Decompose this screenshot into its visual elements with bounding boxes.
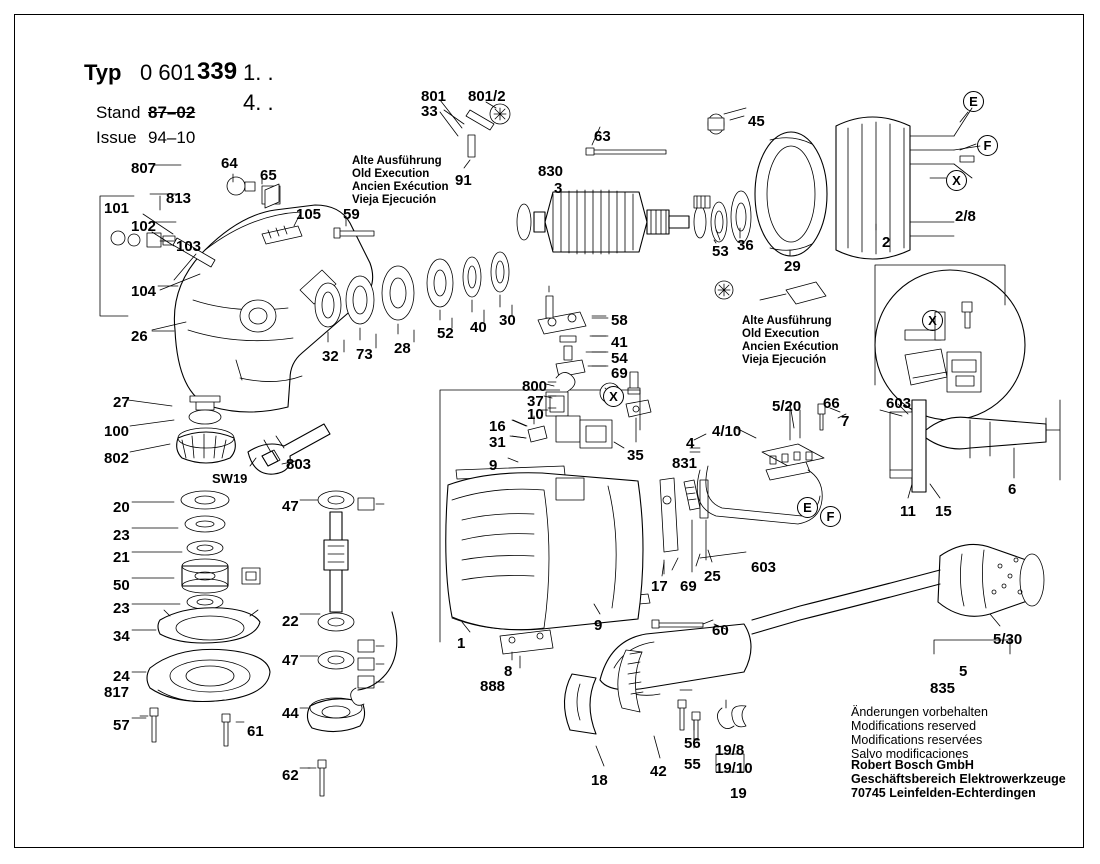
callout-807: 807 bbox=[131, 160, 157, 177]
alt-exec-line-es: Vieja Ejecución bbox=[352, 194, 437, 206]
callout-58: 58 bbox=[611, 312, 628, 329]
callout-37: 37 bbox=[527, 393, 544, 410]
stand-value: 87–02 bbox=[148, 103, 196, 122]
disclaimer-fr: Modifications reservées bbox=[851, 733, 983, 747]
callout-831: 831 bbox=[672, 455, 698, 472]
callout-31: 31 bbox=[489, 434, 506, 451]
callout-8: 8 bbox=[504, 663, 513, 680]
callout-2: 2 bbox=[882, 234, 891, 251]
callout-22: 22 bbox=[282, 613, 299, 630]
alt-exec2-line-fr: Ancien Exécution bbox=[742, 341, 839, 353]
callout-52: 52 bbox=[437, 325, 454, 342]
callout-69-upper: 69 bbox=[611, 365, 628, 382]
callout-32: 32 bbox=[322, 348, 339, 365]
callout-54: 54 bbox=[611, 350, 628, 367]
callout-sw19: SW19 bbox=[212, 471, 248, 486]
callout-42: 42 bbox=[650, 763, 667, 780]
callout-40: 40 bbox=[470, 319, 487, 336]
callout-47-lower: 47 bbox=[282, 652, 299, 669]
typ-number-light: 0 601 bbox=[140, 60, 196, 85]
alt-exec2-line-de: Alte Ausführung bbox=[742, 315, 832, 327]
callout-802: 802 bbox=[104, 450, 130, 467]
callout-4: 4 bbox=[686, 435, 695, 452]
issue-label: Issue bbox=[96, 128, 137, 147]
callout-102: 102 bbox=[131, 218, 157, 235]
marker-x-1: X bbox=[946, 170, 967, 191]
company-address: 70745 Leinfelden-Echterdingen bbox=[851, 786, 1036, 800]
callout-91: 91 bbox=[455, 172, 472, 189]
callout-69-lower: 69 bbox=[680, 578, 697, 595]
callout-27: 27 bbox=[113, 394, 130, 411]
callout-888: 888 bbox=[480, 678, 506, 695]
callout-5: 5 bbox=[959, 663, 968, 680]
callout-23-lower: 23 bbox=[113, 600, 130, 617]
callout-44: 44 bbox=[282, 705, 299, 722]
callout-813: 813 bbox=[166, 190, 192, 207]
callout-45: 45 bbox=[748, 113, 765, 130]
callout-47-upper: 47 bbox=[282, 498, 299, 515]
callout-105: 105 bbox=[296, 206, 322, 223]
callout-817: 817 bbox=[104, 684, 130, 701]
disclaimer-de: Änderungen vorbehalten bbox=[851, 705, 988, 719]
callout-100: 100 bbox=[104, 423, 130, 440]
callout-6: 6 bbox=[1008, 481, 1017, 498]
marker-x-2: X bbox=[922, 310, 943, 331]
callout-29: 29 bbox=[784, 258, 801, 275]
marker-e-2: E bbox=[797, 497, 818, 518]
callout-15: 15 bbox=[935, 503, 952, 520]
typ-suffix-1: 1. . bbox=[243, 60, 274, 85]
callout-1: 1 bbox=[457, 635, 466, 652]
marker-x-3: X bbox=[603, 386, 624, 407]
typ-label: Typ bbox=[84, 60, 122, 85]
callout-603-upper: 603 bbox=[886, 395, 912, 412]
callout-20: 20 bbox=[113, 499, 130, 516]
callout-19-10: 19/10 bbox=[715, 760, 753, 777]
callout-5-20: 5/20 bbox=[772, 398, 802, 415]
callout-41: 41 bbox=[611, 334, 628, 351]
marker-f-1: F bbox=[977, 135, 998, 156]
callout-66: 66 bbox=[823, 395, 840, 412]
callout-55: 55 bbox=[684, 756, 701, 773]
callout-4-10: 4/10 bbox=[712, 423, 742, 440]
callout-803: 803 bbox=[286, 456, 312, 473]
alt-exec-line-fr: Ancien Exécution bbox=[352, 181, 449, 193]
typ-number-bold: 339 bbox=[197, 58, 238, 85]
callout-7: 7 bbox=[841, 413, 850, 430]
callout-21: 21 bbox=[113, 549, 130, 566]
callout-23-upper: 23 bbox=[113, 527, 130, 544]
callout-10: 10 bbox=[527, 406, 544, 423]
callout-64: 64 bbox=[221, 155, 238, 172]
callout-33: 33 bbox=[421, 103, 438, 120]
callout-17: 17 bbox=[651, 578, 668, 595]
callout-34: 34 bbox=[113, 628, 130, 645]
marker-e-1: E bbox=[963, 91, 984, 112]
callout-603-lower: 603 bbox=[751, 559, 777, 576]
stand-label: Stand bbox=[96, 103, 141, 122]
callout-16: 16 bbox=[489, 418, 506, 435]
callout-101: 101 bbox=[104, 200, 130, 217]
company-name: Robert Bosch GmbH bbox=[851, 758, 974, 772]
alt-exec2-line-es: Vieja Ejecución bbox=[742, 354, 827, 366]
callout-104: 104 bbox=[131, 283, 157, 300]
company-division: Geschäftsbereich Elektrowerkzeuge bbox=[851, 772, 1066, 786]
disclaimer-es: Salvo modificaciones bbox=[851, 747, 969, 761]
callout-2-8: 2/8 bbox=[955, 208, 976, 225]
callout-61: 61 bbox=[247, 723, 264, 740]
callout-801-2: 801/2 bbox=[468, 88, 506, 105]
alt-exec-line-de: Alte Ausführung bbox=[352, 155, 442, 167]
callout-835: 835 bbox=[930, 680, 956, 697]
callout-36: 36 bbox=[737, 237, 754, 254]
callout-60: 60 bbox=[712, 622, 729, 639]
alt-exec-line-en: Old Execution bbox=[352, 168, 430, 180]
callout-830: 830 bbox=[538, 163, 564, 180]
callout-73: 73 bbox=[356, 346, 373, 363]
callout-9-lower: 9 bbox=[594, 617, 603, 634]
callout-19-8: 19/8 bbox=[715, 742, 745, 759]
callout-26: 26 bbox=[131, 328, 148, 345]
callout-30: 30 bbox=[499, 312, 516, 329]
issue-value: 94–10 bbox=[148, 128, 196, 147]
callout-24: 24 bbox=[113, 668, 130, 685]
disclaimer-en: Modifications reserved bbox=[851, 719, 977, 733]
callout-800: 800 bbox=[522, 378, 548, 395]
callout-57: 57 bbox=[113, 717, 130, 734]
callout-103: 103 bbox=[176, 238, 202, 255]
callout-18: 18 bbox=[591, 772, 608, 789]
callout-65: 65 bbox=[260, 167, 277, 184]
callout-63: 63 bbox=[594, 128, 611, 145]
callout-56: 56 bbox=[684, 735, 701, 752]
callout-25: 25 bbox=[704, 568, 721, 585]
callout-11: 11 bbox=[900, 503, 916, 520]
callout-53: 53 bbox=[712, 243, 729, 260]
alt-exec2-line-en: Old Execution bbox=[742, 328, 820, 340]
marker-f-2: F bbox=[820, 506, 841, 527]
callout-50: 50 bbox=[113, 577, 130, 594]
callout-19: 19 bbox=[730, 785, 747, 802]
callout-62: 62 bbox=[282, 767, 299, 784]
callout-3: 3 bbox=[554, 180, 563, 197]
callout-9-upper: 9 bbox=[489, 457, 498, 474]
callout-35: 35 bbox=[627, 447, 644, 464]
callout-59: 59 bbox=[343, 206, 360, 223]
callout-28: 28 bbox=[394, 340, 411, 357]
callout-801: 801 bbox=[421, 88, 447, 105]
callout-5-30: 5/30 bbox=[993, 631, 1023, 648]
typ-suffix-2: 4. . bbox=[243, 90, 274, 115]
